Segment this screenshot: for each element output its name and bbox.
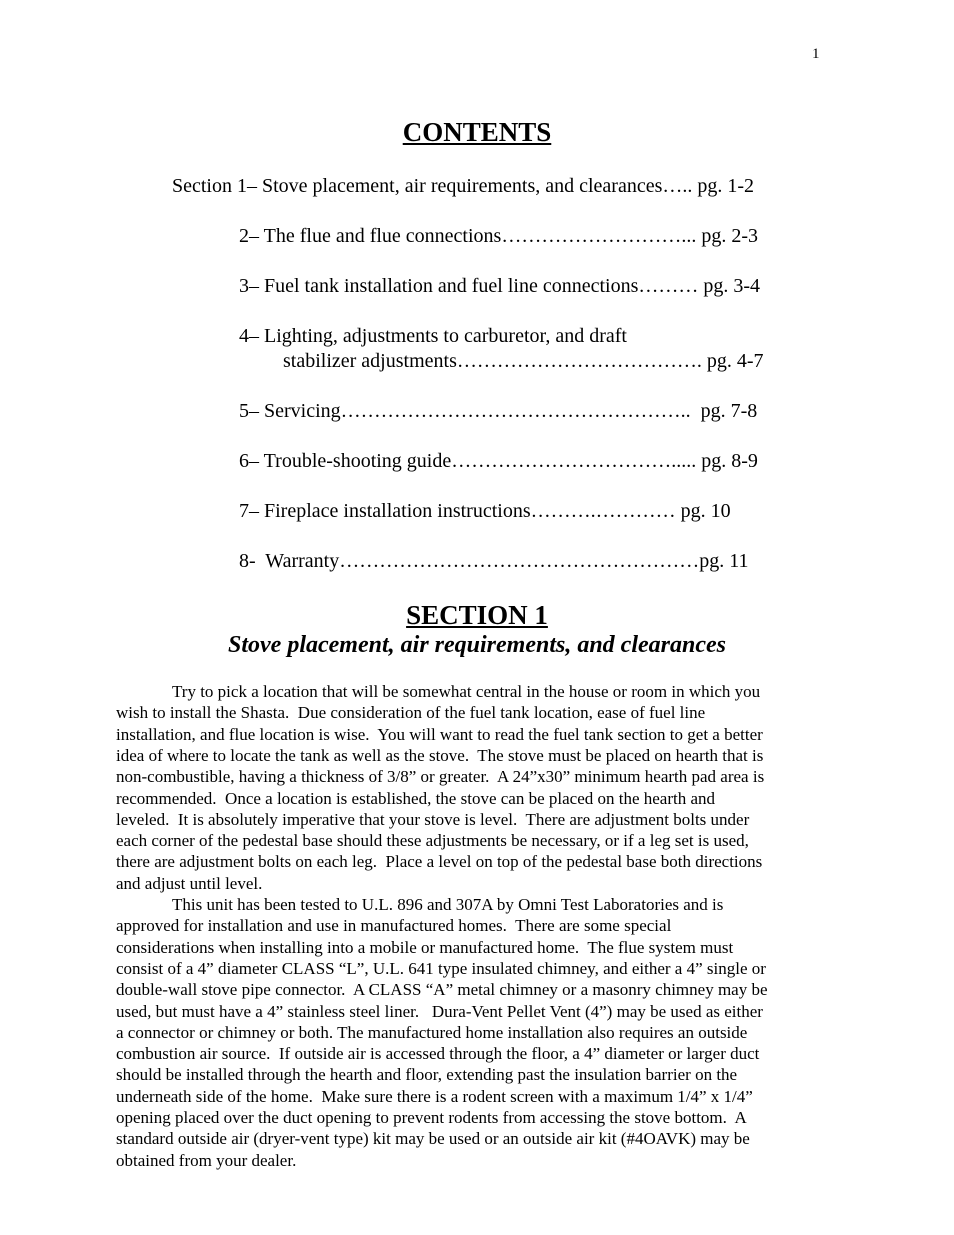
toc-entry: 4– Lighting, adjustments to carburetor, and draft xyxy=(239,325,627,347)
body-text-line: underneath side of the home. Make sure there is a rodent screen with a maximum 1/4” x 1/4” xyxy=(116,1086,753,1106)
body-text-line: considerations when installing into a mobile or manufactured home. The flue system must xyxy=(116,937,734,957)
toc-entry: 5– Servicing…………………………………………….. pg. 7-8 xyxy=(239,400,758,422)
body-text-line: recommended. Once a location is established, the stove can be placed on the hearth and xyxy=(116,788,716,808)
toc-entry: Section 1– Stove placement, air requirements, and clearances….. pg. 1-2 xyxy=(172,175,755,197)
body-text-line: double-wall stove pipe connector. A CLASS “A” metal chimney or a masonry chimney may be xyxy=(116,980,768,1000)
toc-entry: 3– Fuel tank installation and fuel line connections……… pg. 3-4 xyxy=(239,275,761,297)
body-text-line: a connector or chimney or both. The manufactured home installation also requires an outside xyxy=(116,1022,748,1042)
toc-entry: 2– The flue and flue connections………………………... pg. 2-3 xyxy=(239,225,758,247)
toc-entry-continuation: stabilizer adjustments………………………………. pg. 4-7 xyxy=(283,350,764,372)
body-text-line: installation, and flue location is wise. You will want to read the fuel tank section to get a better xyxy=(116,724,763,744)
body-text-line: opening placed over the duct opening to prevent rodents from accessing the stove bottom. A xyxy=(116,1108,747,1127)
toc-entry: 6– Trouble-shooting guide……………………………..... pg. 8-9 xyxy=(239,450,758,472)
body-text-line: obtained from your dealer. xyxy=(116,1150,297,1170)
toc-entry: 8- Warranty………………………………………………pg. 11 xyxy=(239,550,749,572)
body-text-line: Try to pick a location that will be somewhat central in the house or room in which you xyxy=(172,682,761,701)
body-text-line: idea of where to locate the tank as well as the stove. The stove must be placed on hearth that is xyxy=(116,745,764,765)
body-text-line: approved for installation and use in manufactured homes. There are some special xyxy=(116,916,672,936)
body-text-line: consist of a 4” diameter CLASS “L”, U.L. 641 type insulated chimney, and either a 4” single or xyxy=(116,958,766,978)
body-text-line: non-combustible, having a thickness of 3/8” or greater. A 24”x30” minimum hearth pad area is xyxy=(116,767,765,787)
body-text-line: and adjust until level. xyxy=(116,873,263,893)
page-number: 1 xyxy=(812,46,820,62)
contents-heading: CONTENTS xyxy=(402,117,552,147)
body-text-line: used, but must have a 4” stainless steel liner. Dura-Vent Pellet Vent (4”) may be used as either xyxy=(116,1001,763,1021)
section-subtitle: Stove placement, air requirements, and clearances xyxy=(228,632,726,658)
body-text-line: each corner of the pedestal base should these adjustments be necessary, or if a leg set is used, xyxy=(116,831,749,851)
body-text-line: should be installed through the hearth and floor, extending past the insulation barrier on the xyxy=(116,1065,738,1085)
body-text-line: there are adjustment bolts on each leg. Place a level on top of the pedestal base both directions xyxy=(116,852,763,872)
body-text-line: wish to install the Shasta. Due consideration of the fuel tank location, ease of fuel line xyxy=(116,703,706,723)
toc-entry: 7– Fireplace installation instructions……….………… pg. 10 xyxy=(239,500,731,522)
body-text-line: This unit has been tested to U.L. 896 and 307A by Omni Test Laboratories and is xyxy=(172,895,724,914)
section-heading: SECTION 1 xyxy=(406,600,548,630)
body-text-line: combustion air source. If outside air is accessed through the floor, a 4” diameter or larger duct xyxy=(116,1044,760,1064)
body-text-line: leveled. It is absolutely imperative that your stove is level. There are adjustment bolts under xyxy=(116,809,750,829)
body-text-line: standard outside air (dryer-vent type) kit may be used or an outside air kit (#4OAVK) may be xyxy=(116,1129,750,1149)
